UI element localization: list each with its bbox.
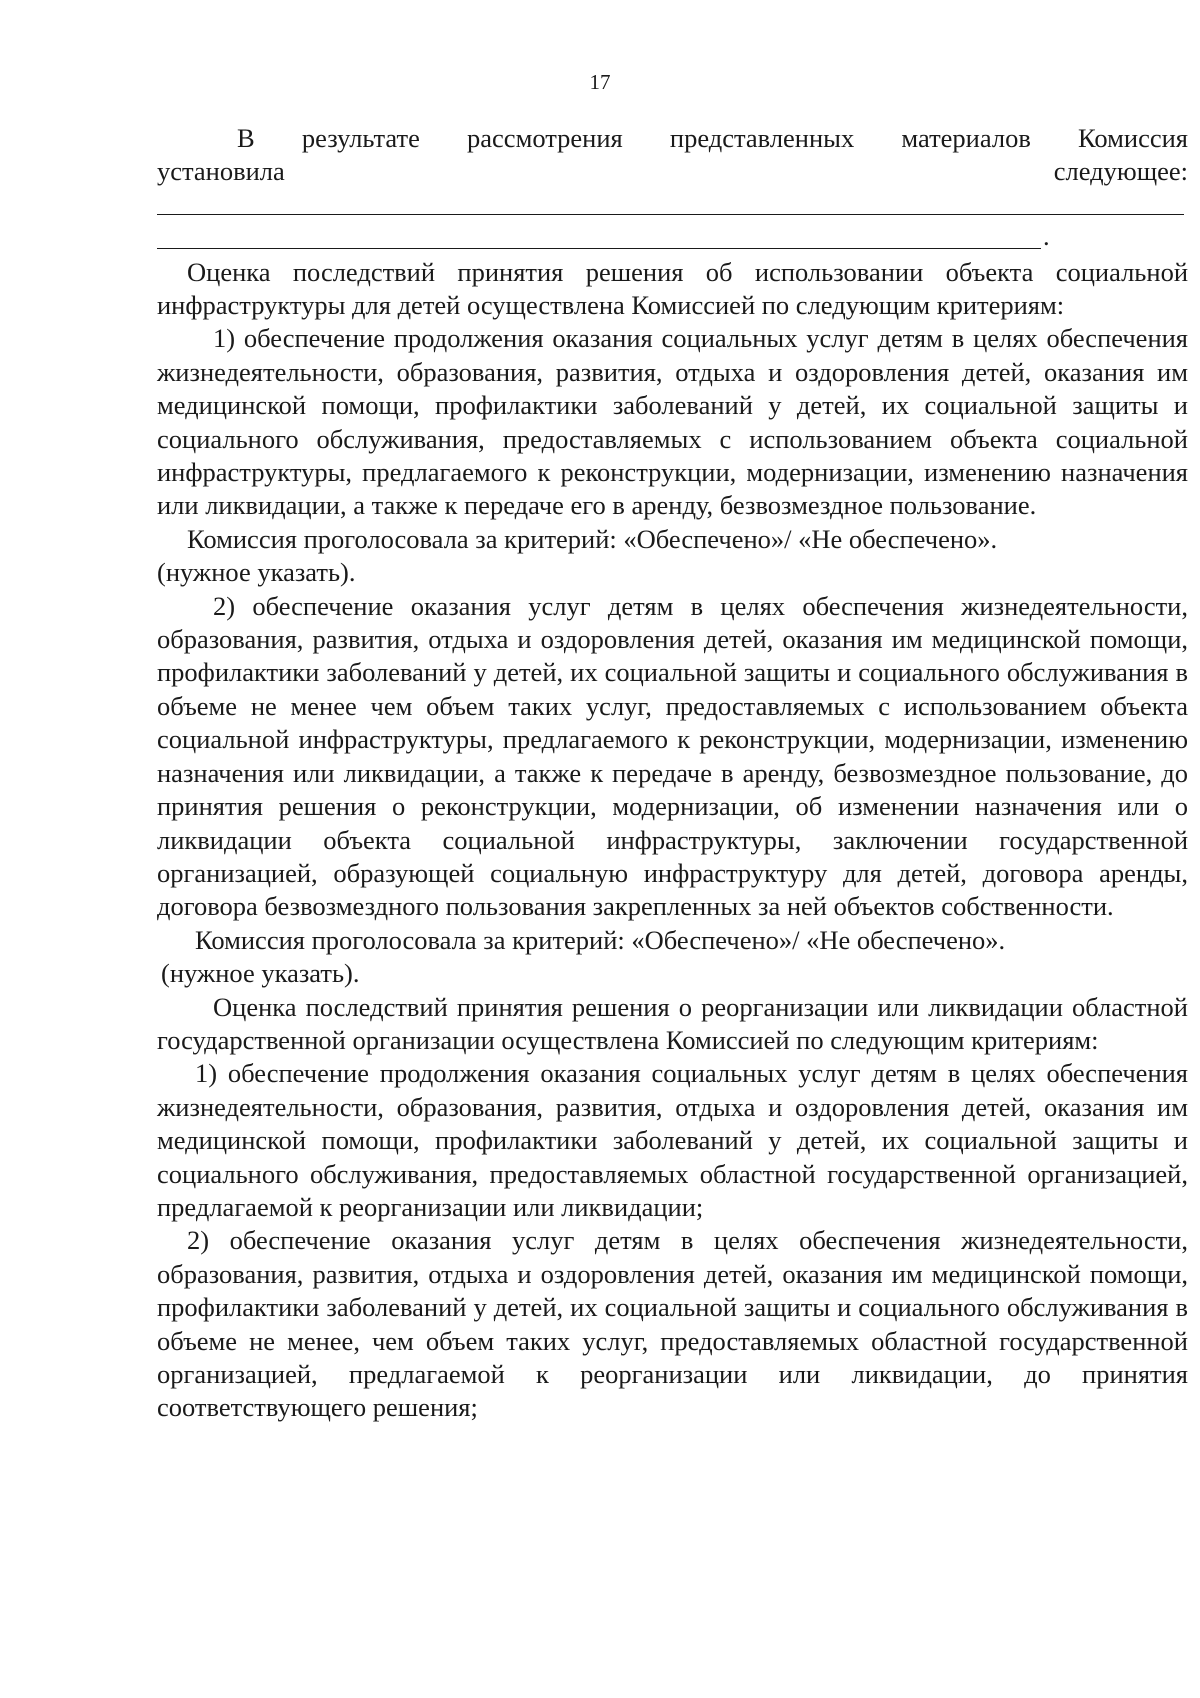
blank-rule: [157, 248, 1041, 249]
blank-fill-line-2: [157, 222, 1188, 255]
intro-line-1: В результате рассмотрения представленных материалов Комиссия: [237, 123, 1188, 153]
section-1-heading: Оценка последствий принятия решения об использовании объекта социальной инфраструктуры для детей осуществлена Комиссией по следующим критериям:: [157, 256, 1188, 320]
section-1-note-2: (нужное указать).: [161, 958, 360, 989]
page-number: 17: [589, 70, 611, 94]
section-2-criterion-1: 1) обеспечение продолжения оказания социальных услуг детям в целях обеспечения жизнедеятельности, образования, развития, отдыха и оздоровления детей, оказания им медицинской помощи, профилактики заболеваний у детей, их социальной защиты и социального обслуживания, предоставляемых областной государственной организацией, предлагаемой к реорганизации или ликвидации;: [157, 1058, 1188, 1222]
blank-end-period: .: [1043, 221, 1050, 252]
section-1-criterion-2: 2) обеспечение оказания услуг детям в целях обеспечения жизнедеятельности, образования, развития, отдыха и оздоровления детей, оказания им медицинской помощи, профилактики заболеваний у детей, их социальной защиты и социального обслуживания в объеме не менее чем объем таких услуг, предоставляемых с использованием объекта социальной инфраструктуры, предлагаемого к реконструкции, модернизации, изменению назначения или ликвидации, а также к передаче в аренду, безвозмездное пользование, до принятия решения о реконструкции, модернизации, об изменении назначения или о ликвидации объекта социальной инфраструктуры, заключении государственной организацией, образующей социальную инфраструктуру для детей, договора аренды, договора безвозмездного пользования закрепленных за ней объектов собственности.: [157, 590, 1188, 922]
section-1-note-1: (нужное указать).: [157, 557, 356, 588]
section-1-criterion-1: 1) обеспечение продолжения оказания социальных услуг детям в целях обеспечения жизнедеятельности, образования, развития, отдыха и оздоровления детей, оказания им медицинской помощи, профилактики заболеваний у детей, их социальной защиты и социального обслуживания, предоставляемых с использованием объекта социальной инфраструктуры, предлагаемого к реконструкции, модернизации, изменению назначения или ликвидации, а также к передаче его в аренду, безвозмездное пользование.: [157, 323, 1188, 521]
section-2-heading: Оценка последствий принятия решения о реорганизации или ликвидации областной государственной организации осуществлена Комиссией по следующим критериям:: [157, 991, 1188, 1055]
document-body: [157, 122, 1188, 1425]
section-2-criterion-2: 2) обеспечение оказания услуг детям в целях обеспечения жизнедеятельности, образования, развития, отдыха и оздоровления детей, оказания им медицинской помощи, профилактики заболеваний у детей, их социальной защиты и социального обслуживания в объеме не менее, чем объем таких услуг, предоставляемых областной государственной организацией, предлагаемой к реорганизации или ликвидации, до принятия соответствующего решения;: [157, 1225, 1188, 1423]
section-1-vote-2: Комиссия проголосовала за критерий: «Обеспечено»/ «Не обеспечено».: [195, 924, 1006, 955]
intro-line-2: установила следующее:: [157, 156, 1188, 187]
blank-fill-line-1: [157, 189, 1188, 222]
section-1-vote-1: Комиссия проголосовала за критерий: «Обеспечено»/ «Не обеспечено».: [187, 523, 998, 554]
blank-rule: [157, 214, 1184, 215]
